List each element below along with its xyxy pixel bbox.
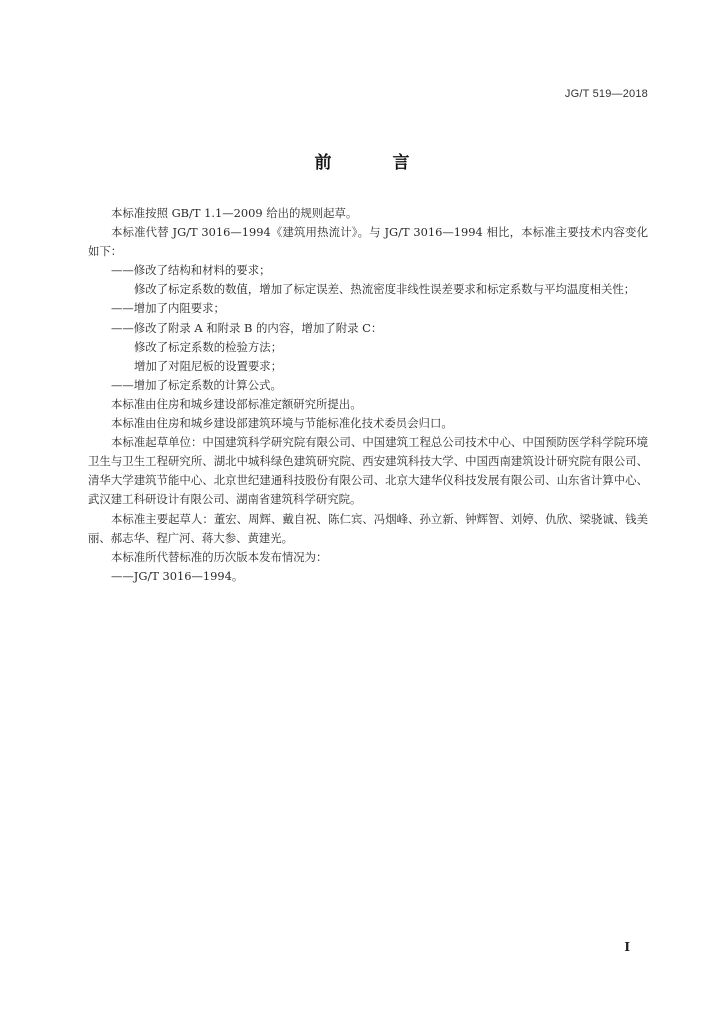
paragraph-drafters: 本标准主要起草人：董宏、周辉、戴自祝、陈仁宾、冯烟峰、孙立新、钟辉智、刘婷、仇欣、梁骁诚、钱美丽、郝志华、程广河、蒋大参、黄建光。: [88, 511, 648, 545]
foreword-body: [88, 204, 648, 586]
change-item-formula: ——增加了标定系数的计算公式。: [111, 377, 282, 392]
history-item: ——JG/T 3016—1994。: [111, 568, 244, 583]
change-item-internal-resistance: ——增加了内阻要求；: [111, 301, 225, 316]
change-item-structure: ——修改了结构和材料的要求；: [111, 263, 271, 278]
change-item-appendix: ——修改了附录 A 和附录 B 的内容，增加了附录 C：: [111, 320, 383, 335]
paragraph-replacement: 本标准代替 JG/T 3016—1994《建筑用热流计》。与 JG/T 3016—1994 相比，本标准主要技术内容变化如下：: [88, 225, 648, 259]
standard-code-header: JG/T 519—2018: [564, 88, 648, 100]
paragraph-history: 本标准所代替标准的历次版本发布情况为：: [111, 549, 328, 564]
paragraph-drafting-units: 本标准起草单位：中国建筑科学研究院有限公司、中国建筑工程总公司技术中心、中国预防医学科学院环境卫生与卫生工程研究所、湖北中城科绿色建筑研究院、西安建筑科技大学、中国西南建筑设计研究院有限公司、清华大学建筑节能中心、北京世纪建通科技股份有限公司、北京大建华仪科技发展有限公司、山东省计算中心、武汉建工科研设计有限公司、湖南省建筑科学研究院。: [88, 435, 648, 507]
change-item-calibration: 修改了标定系数的数值，增加了标定误差、热流密度非线性误差要求和标定系数与平均温度相关性；: [134, 282, 636, 297]
paragraph-proposer: 本标准由住房和城乡建设部标准定额研究所提出。: [111, 396, 362, 411]
change-item-damping-plate: 增加了对阻尼板的设置要求；: [134, 358, 283, 373]
page-title: 前 言: [314, 153, 432, 173]
paragraph-drafting-rules: 本标准按照 GB/T 1.1—2009 给出的规则起草。: [111, 206, 358, 220]
change-item-test-method: 修改了标定系数的检验方法；: [134, 339, 283, 354]
paragraph-committee: 本标准由住房和城乡建设部建筑环境与节能标准化技术委员会归口。: [111, 416, 453, 431]
page-number: I: [624, 940, 630, 954]
